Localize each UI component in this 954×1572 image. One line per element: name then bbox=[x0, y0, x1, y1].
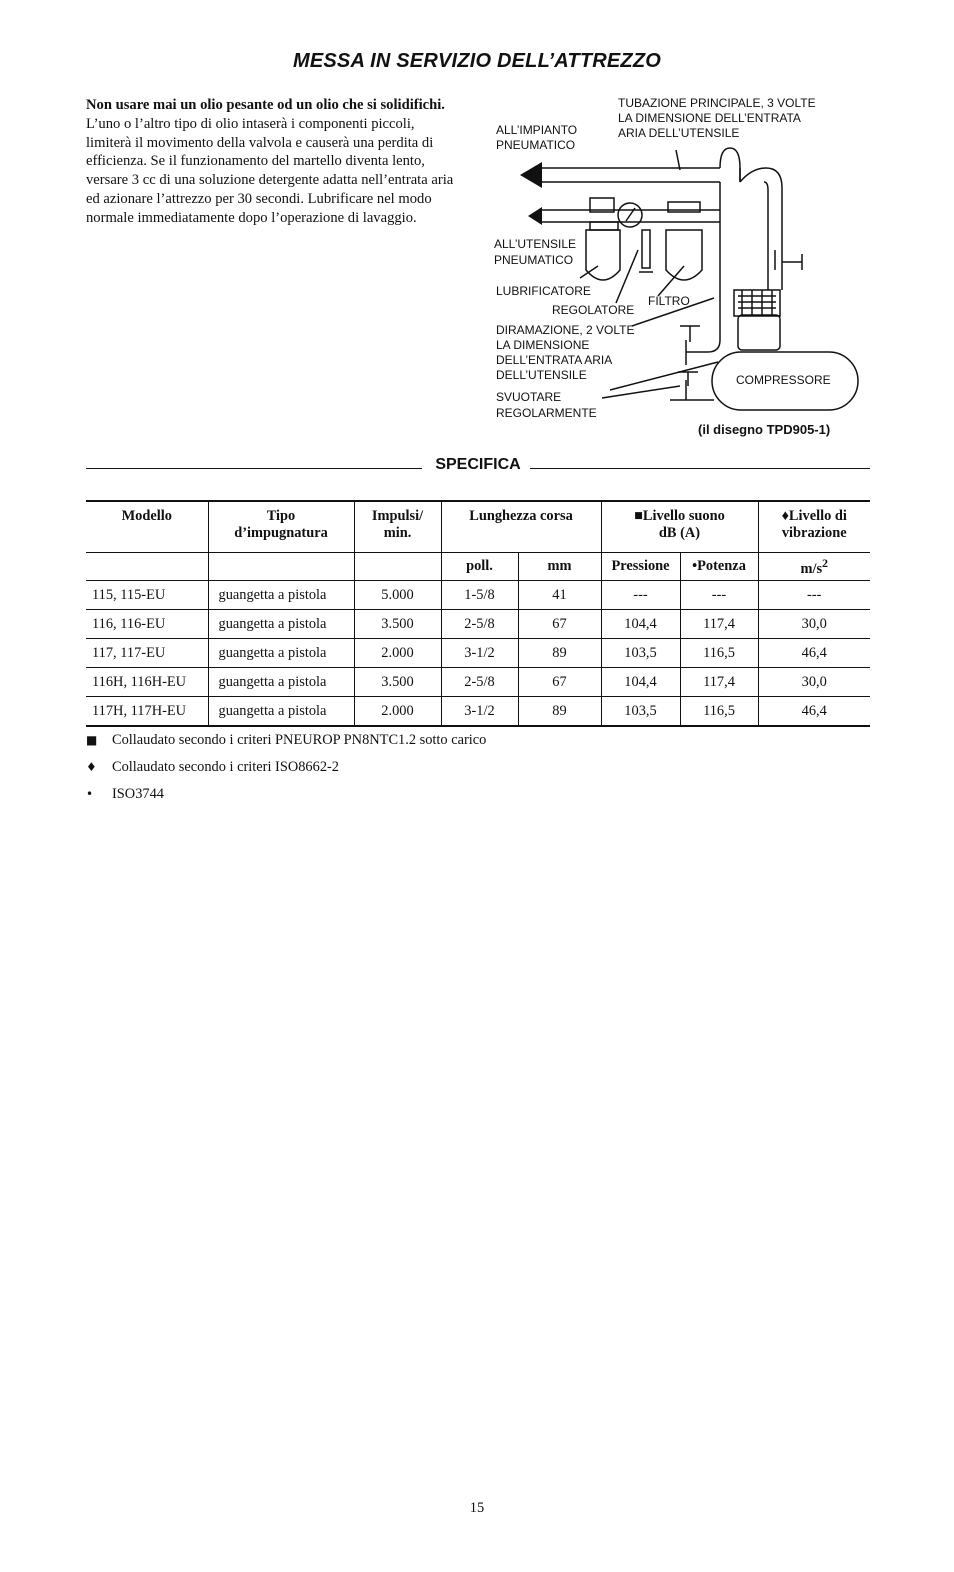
cell-vibration: 46,4 bbox=[758, 639, 870, 668]
cell-mm: 41 bbox=[518, 581, 601, 610]
section-rule-right bbox=[530, 468, 870, 469]
subheader-pressure: Pressione bbox=[601, 553, 680, 581]
footnote-text: Collaudato secondo i criteri PNEUROP PN8NTC1.2 sotto carico bbox=[112, 732, 487, 748]
cell-pressure: 104,4 bbox=[601, 668, 680, 697]
section-heading bbox=[86, 456, 870, 482]
footnote bbox=[86, 730, 786, 757]
air-system-illustration bbox=[490, 90, 880, 445]
label-branch-3: DELL’ENTRATA ARIA bbox=[496, 353, 613, 367]
label-to-tool-1: ALL’UTENSILE bbox=[494, 237, 577, 251]
diagram-caption: (il disegno TPD905-1) bbox=[698, 422, 831, 437]
label-to-system-2: PNEUMATICO bbox=[496, 138, 576, 152]
label-main-line-3: ARIA DELL’UTENSILE bbox=[618, 126, 740, 140]
cell-impulses: 2.000 bbox=[354, 697, 441, 727]
cell-grip: guangetta a pistola bbox=[208, 610, 354, 639]
cell-impulses: 2.000 bbox=[354, 639, 441, 668]
cell-power: 116,5 bbox=[680, 697, 758, 727]
cell-in: 3-1/2 bbox=[441, 697, 518, 727]
subheader-mm: mm bbox=[518, 553, 601, 581]
table-row bbox=[86, 581, 870, 610]
cell-pressure: 103,5 bbox=[601, 639, 680, 668]
label-filter: FILTRO bbox=[648, 294, 690, 308]
cell-grip: guangetta a pistola bbox=[208, 581, 354, 610]
subheader-empty-impulses bbox=[354, 553, 441, 581]
cell-grip: guangetta a pistola bbox=[208, 697, 354, 727]
cell-model: 116, 116-EU bbox=[86, 610, 208, 639]
header-grip: Tipo d’impugnatura bbox=[208, 501, 354, 553]
section-rule-left bbox=[86, 468, 422, 469]
table-header-row bbox=[86, 501, 870, 553]
table-row bbox=[86, 610, 870, 639]
cell-power: 116,5 bbox=[680, 639, 758, 668]
label-branch-4: DELL’UTENSILE bbox=[496, 368, 587, 382]
label-compressor: COMPRESSORE bbox=[736, 373, 831, 387]
header-stroke: Lunghezza corsa bbox=[441, 501, 601, 553]
cell-vibration: --- bbox=[758, 581, 870, 610]
intro-text: L’uno o l’altro tipo di olio intaserà i componenti piccoli, limiterà il movimento della valvola e causerà una perdita di efficienza. Se il funzionamento del martello diventa lento, versare 3 cc di una soluzione detergente adatta nell’entrata aria ed azionare l’attrezzo per 30 secondi. Lubrificare nel modo normale immediatamente dopo l’operazione di lavaggio. bbox=[86, 115, 454, 226]
cell-impulses: 3.500 bbox=[354, 610, 441, 639]
footnote bbox=[86, 784, 786, 811]
diamond-bullet-icon: ♦ bbox=[86, 760, 97, 774]
header-vibration: ♦Livello di vibrazione bbox=[758, 501, 870, 553]
subheader-inches: poll. bbox=[441, 553, 518, 581]
label-branch-2: LA DIMENSIONE bbox=[496, 338, 590, 352]
label-regulator: REGOLATORE bbox=[552, 303, 635, 317]
cell-vibration: 30,0 bbox=[758, 610, 870, 639]
square-bullet-icon: ■ bbox=[86, 733, 98, 747]
cell-vibration: 46,4 bbox=[758, 697, 870, 727]
cell-mm: 89 bbox=[518, 639, 601, 668]
cell-in: 3-1/2 bbox=[441, 639, 518, 668]
page-title: MESSA IN SERVIZIO DELL’ATTREZZO bbox=[292, 50, 662, 72]
label-main-line-1: TUBAZIONE PRINCIPALE, 3 VOLTE bbox=[618, 96, 816, 110]
intro-warning: Non usare mai un olio pesante od un olio che si solidifichi. bbox=[86, 97, 445, 113]
intro-paragraph bbox=[86, 96, 458, 228]
spec-table bbox=[86, 500, 870, 727]
cell-model: 116H, 116H-EU bbox=[86, 668, 208, 697]
label-main-line-2: LA DIMENSIONE DELL’ENTRATA bbox=[618, 111, 801, 125]
cell-pressure: 104,4 bbox=[601, 610, 680, 639]
label-branch-1: DIRAMAZIONE, 2 VOLTE bbox=[496, 323, 635, 337]
subheader-power: •Potenza bbox=[680, 553, 758, 581]
cell-vibration: 30,0 bbox=[758, 668, 870, 697]
subheader-ms2: $m/s^2$ bbox=[758, 553, 870, 581]
table-row bbox=[86, 668, 870, 697]
label-drain-2: REGOLARMENTE bbox=[496, 406, 597, 420]
header-model: Modello bbox=[86, 501, 208, 553]
cell-in: 2-5/8 bbox=[441, 610, 518, 639]
spec-table-body bbox=[86, 581, 870, 727]
cell-grip: guangetta a pistola bbox=[208, 668, 354, 697]
table-subheader-row bbox=[86, 553, 870, 581]
label-drain-1: SVUOTARE bbox=[496, 390, 562, 404]
page-number: 15 bbox=[469, 1500, 485, 1516]
cell-mm: 89 bbox=[518, 697, 601, 727]
air-system-diagram bbox=[490, 90, 880, 445]
cell-power: 117,4 bbox=[680, 668, 758, 697]
dot-bullet-icon: • bbox=[86, 787, 94, 801]
cell-model: 117H, 117H-EU bbox=[86, 697, 208, 727]
footnotes bbox=[86, 730, 786, 811]
cell-pressure: --- bbox=[601, 581, 680, 610]
label-to-tool-2: PNEUMATICO bbox=[494, 253, 574, 267]
cell-impulses: 5.000 bbox=[354, 581, 441, 610]
cell-model: 115, 115-EU bbox=[86, 581, 208, 610]
subheader-empty-model bbox=[86, 553, 208, 581]
header-impulses: Impulsi/ min. bbox=[354, 501, 441, 553]
cell-impulses: 3.500 bbox=[354, 668, 441, 697]
cell-grip: guangetta a pistola bbox=[208, 639, 354, 668]
table-row bbox=[86, 697, 870, 727]
cell-in: 2-5/8 bbox=[441, 668, 518, 697]
cell-power: --- bbox=[680, 581, 758, 610]
label-to-system-1: ALL’IMPIANTO bbox=[496, 123, 578, 137]
footnote bbox=[86, 757, 786, 784]
cell-model: 117, 117-EU bbox=[86, 639, 208, 668]
header-sound: ■Livello suono dB (A) bbox=[601, 501, 758, 553]
table-row bbox=[86, 639, 870, 668]
subheader-empty-grip bbox=[208, 553, 354, 581]
cell-pressure: 103,5 bbox=[601, 697, 680, 727]
label-lubricator: LUBRIFICATORE bbox=[496, 284, 591, 298]
footnote-text: Collaudato secondo i criteri ISO8662-2 bbox=[112, 759, 340, 775]
section-title: SPECIFICA bbox=[435, 456, 521, 473]
cell-in: 1-5/8 bbox=[441, 581, 518, 610]
cell-mm: 67 bbox=[518, 668, 601, 697]
cell-mm: 67 bbox=[518, 610, 601, 639]
cell-power: 117,4 bbox=[680, 610, 758, 639]
footnote-text: ISO3744 bbox=[112, 786, 164, 802]
